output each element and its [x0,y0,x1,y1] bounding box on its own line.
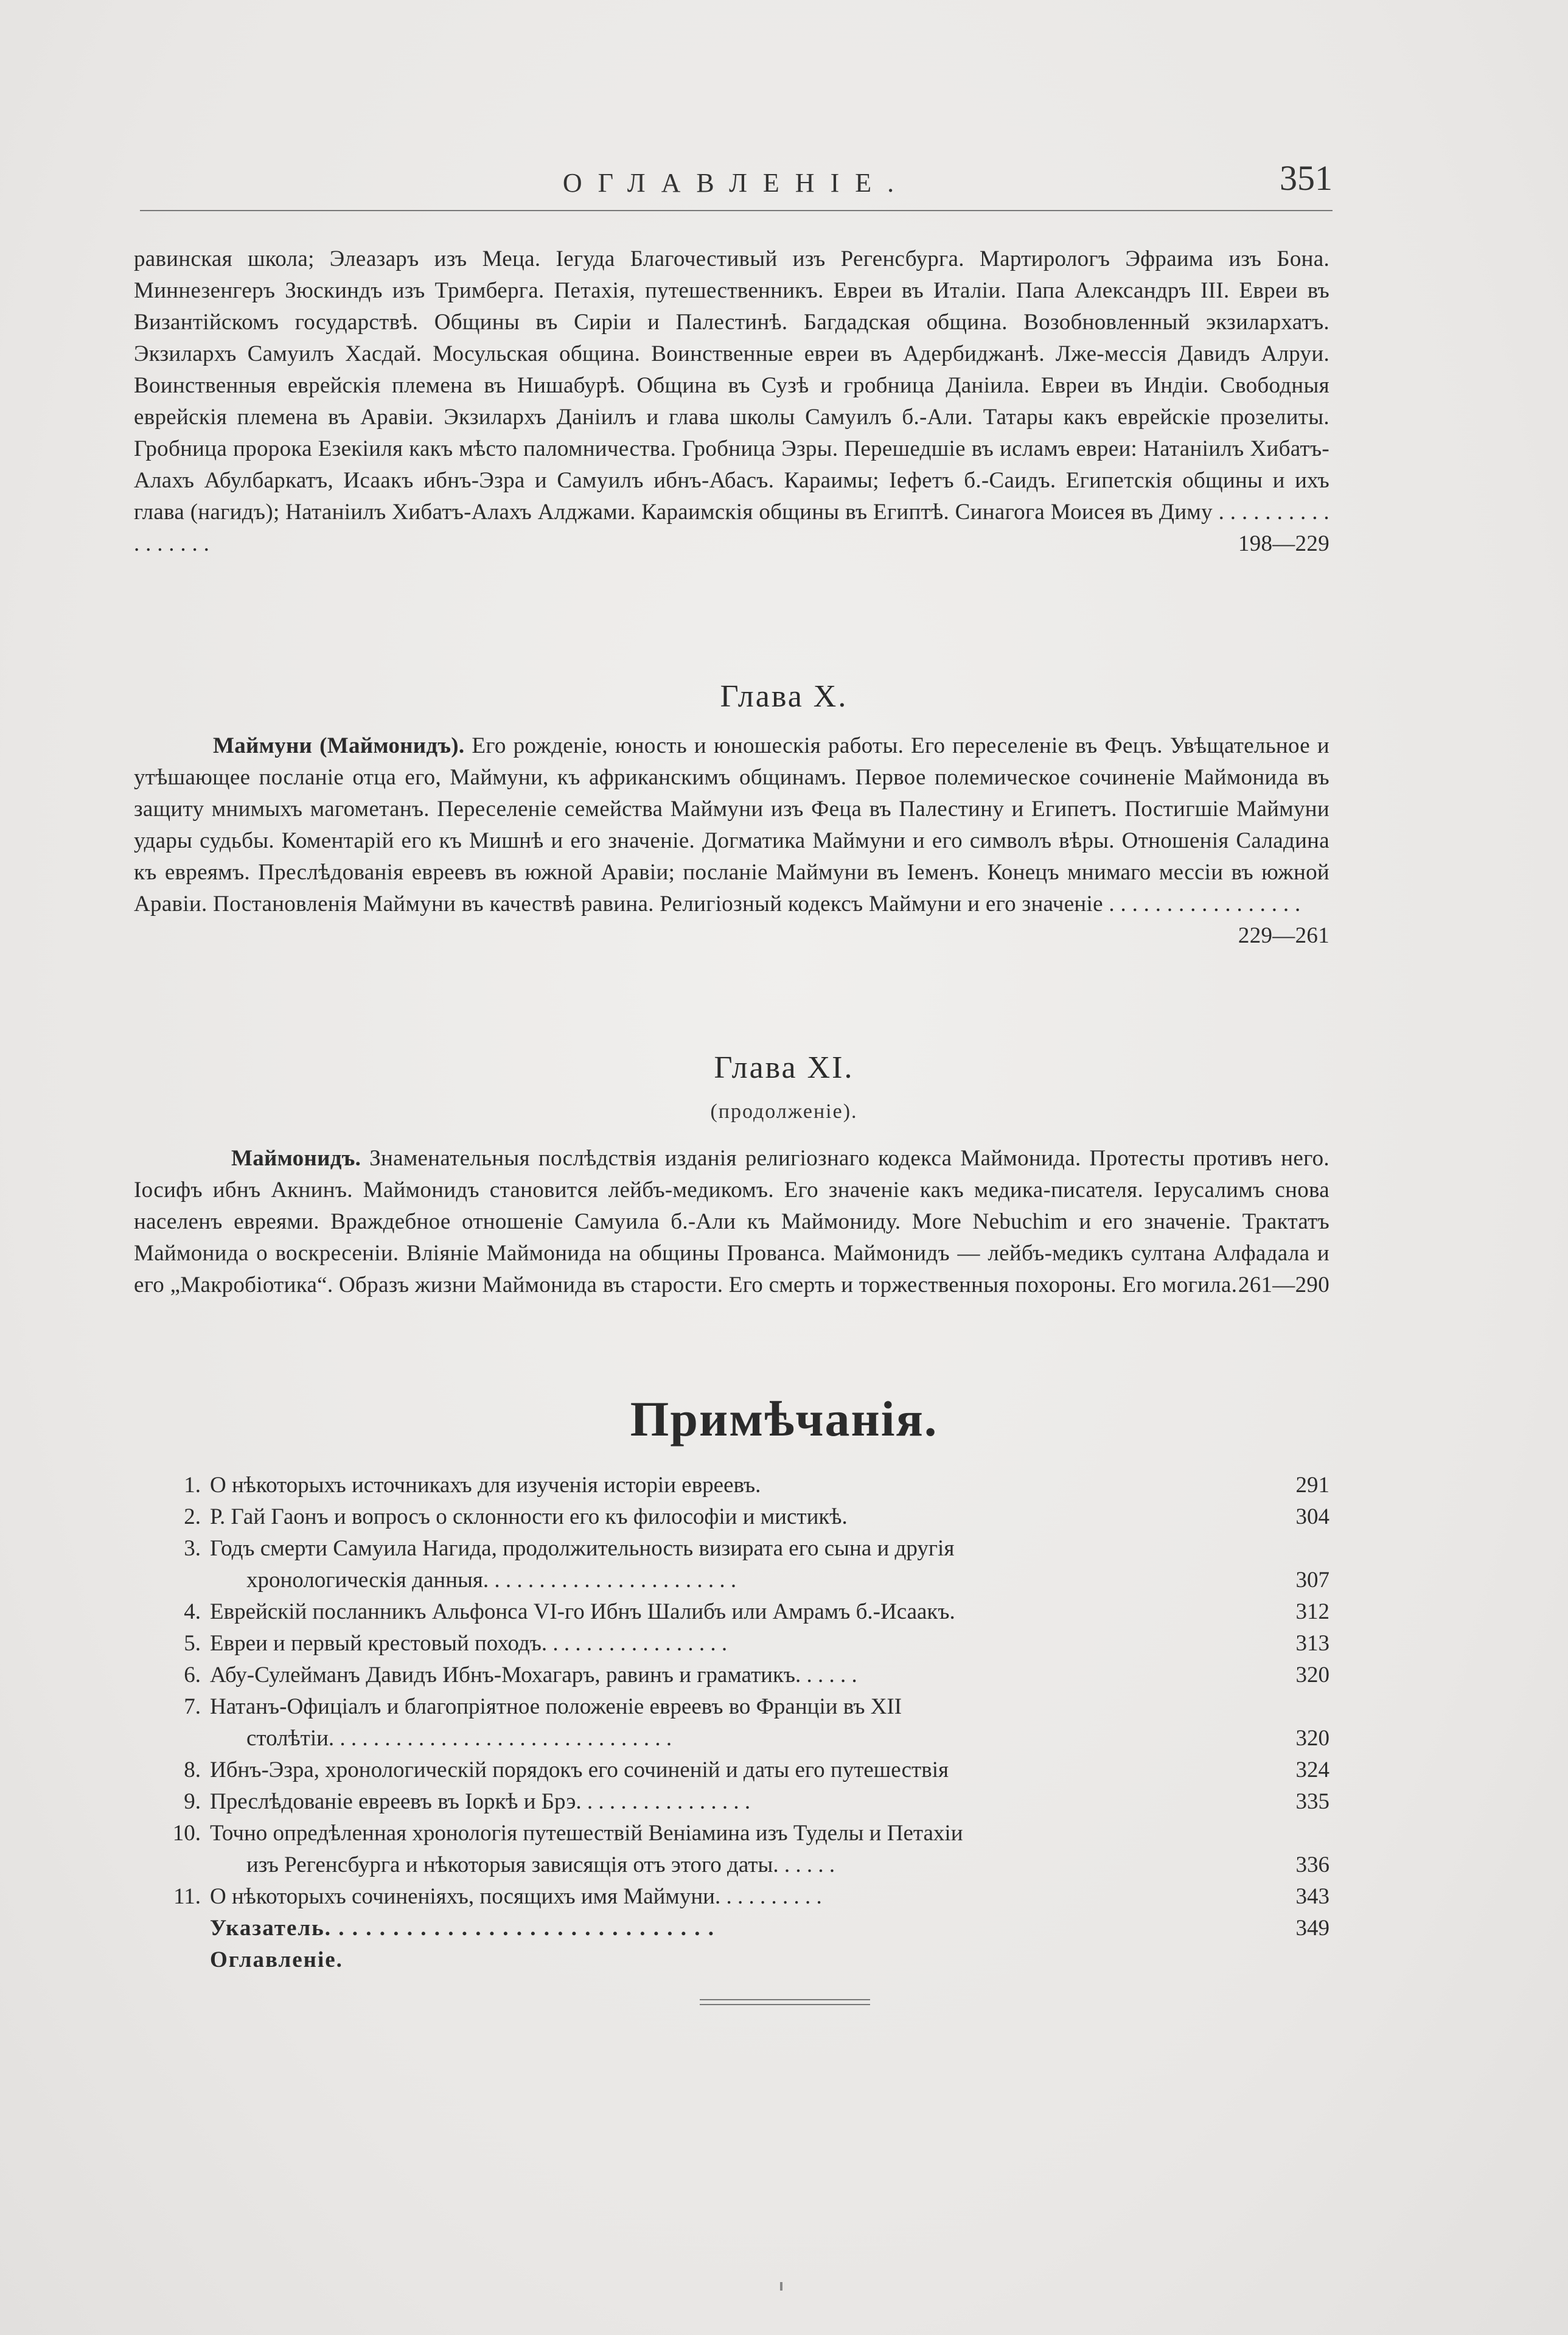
note-continuation: хронологическія данныя. . . . . . . . . . . . . . . . . . . . . . . [246,1568,737,1593]
note-page-number: 320 [1295,1663,1329,1688]
note-item [134,1818,1329,1881]
intro-section [134,243,1329,560]
note-continuation: столѣтіи. . . . . . . . . . . . . . . . . . . . . . . . . . . . . . . [246,1726,672,1751]
note-title: Годъ смерти Самуила Нагида, продолжительность визирата его сына и другія [210,1536,955,1561]
note-item [134,1786,1329,1818]
header-rule [140,210,1333,211]
note-text [210,1913,1250,1944]
note-title: Оглавленіе. [210,1947,343,1972]
intro-text: равинская школа; Элеазаръ изъ Меца. Іегуда Благочестивый изъ Регенсбурга. Мартирологъ Эфраима изъ Бона. Миннезенгеръ Зюскиндъ изъ Тримберга. Петахія, путешественникъ. Евреи въ Италіи. Папа Александръ III. Евреи въ Византійскомъ государствѣ. Общины въ Сиріи и Палестинѣ. Багдадская община. Возобновленный экзилархатъ. Экзилархъ Самуилъ Хасдай. Мосульская община. Воинственные евреи въ Адербиджанѣ. Лже-мессія Давидъ Алруи. Воинственныя еврейскія племена въ Нишабурѣ. Община въ Сузѣ и гробница Даніила. Евреи въ Индіи. Свободныя еврейскія племена въ Аравіи. Экзилархъ Даніилъ и глава школы Самуилъ б.-Али. Татары какъ еврейскіе прозелиты. Гробница пророка Езекіиля какъ мѣсто паломничества. Гробница Эзры. Перешедшіе въ исламъ евреи: Натаніилъ Хибатъ-Алахъ Абулбаркатъ, Исаакъ ибнъ-Эзра и Самуилъ ибнъ-Абасъ. Караимы; Іефетъ б.-Саидъ. Египетскія общины и ихъ глава (нагидъ); Натаніилъ Хибатъ-Алахъ Алджами. Караимскія общины въ Египтѣ. Синагога Моисея въ Диму . . . . . . . . . . . . . . . . . [134,246,1329,556]
end-rule-1 [700,1999,870,2000]
page-number: 351 [1280,158,1333,198]
note-title: Преслѣдованіе евреевъ въ Іоркѣ и Брэ. . . . . . . . . . . . . . . . [210,1789,751,1814]
chapter-11-title [0,1050,1568,1086]
note-text [210,1944,1250,1976]
chapter-10-pages: 229—261 [1238,923,1329,948]
note-title: О нѣкоторыхъ сочиненіяхъ, посящихъ имя Маймуни. . . . . . . . . . [210,1884,822,1909]
note-item [134,1913,1329,1944]
running-title: ОГЛАВЛЕНІЕ. [562,168,910,198]
note-text [210,1596,1250,1628]
note-text [210,1470,1250,1501]
chapter-11-section [134,1143,1329,1301]
note-text [210,1881,1250,1913]
note-number: 9. [184,1789,201,1814]
note-number: 8. [184,1757,201,1782]
note-page-number: 307 [1295,1568,1329,1593]
note-number: 6. [184,1663,201,1688]
chapter-11-pages: 261—290 [1238,1272,1329,1297]
note-text [210,1501,1250,1533]
note-item [134,1660,1329,1691]
note-page-number: 324 [1295,1757,1329,1782]
chapter-10-text: Его рожденіе, юность и юношескія работы. Его переселеніе въ Фецъ. Увѣщательное и утѣшающее посланіе отца его, Маймуни, къ африканскимъ общинамъ. Первое полемическое сочиненіе Маймонида въ защиту мнимыхъ магометанъ. Переселеніе семейства Маймуни изъ Феца въ Палестину и Египетъ. Постигшіе Маймуни удары судьбы. Коментарій его къ Мишнѣ и его значеніе. Догматика Маймуни и его символъ вѣры. Отношенія Саладина къ евреямъ. Преслѣдованія евреевъ въ южной Аравіи; посланіе Маймуни въ Іеменъ. Конецъ мнимаго мессіи въ южной Аравіи. Постановленія Маймуни въ качествѣ равина. Религіозный кодексъ Маймуни и его значеніе . . . . . . . . . . . . . . . . . [134,733,1329,916]
note-title: Еврейскій посланникъ Альфонса VI-го Ибнъ Шалибъ или Амрамъ б.-Исаакъ. [210,1599,955,1624]
note-page-number: 304 [1295,1504,1329,1529]
note-page-number: 335 [1295,1789,1329,1814]
note-item [134,1533,1329,1596]
intro-pages: 198—229 [1238,531,1329,556]
chapter-11-paragraph [134,1143,1329,1301]
note-item [134,1944,1329,1976]
note-text [210,1628,1250,1660]
note-number: 7. [184,1694,201,1719]
chapter-11-title-text: Глава XI. [714,1050,854,1085]
note-title: Евреи и первый крестовый походъ. . . . . . . . . . . . . . . . . [210,1631,728,1656]
note-title: Указатель. . . . . . . . . . . . . . . . . . . . . . . . . . . . . [210,1916,715,1941]
chapter-10-section [134,730,1329,952]
note-page-number: 349 [1295,1916,1329,1941]
chapter-11-text: Знаменательныя послѣдствія изданія религіознаго кодекса Маймонида. Протесты противъ него. Іосифъ ибнъ Акнинъ. Маймонидъ становится лейбъ-медикомъ. Его значеніе какъ медика-писателя. Іерусалимъ снова населенъ евреями. Враждебное отношеніе Самуила б.-Али къ Маймониду. More Nebuchim и его значеніе. Трактатъ Маймонида о воскресеніи. Вліяніе Маймонида на общины Прованса. Маймонидъ — лейбъ-медикъ султана Алфадала и его „Макробіотика“. Образъ жизни Маймонида въ старости. Его смерть и торжественныя похороны. Его могила. [134,1146,1329,1297]
note-item [134,1596,1329,1628]
note-title: Абу-Сулейманъ Давидъ Ибнъ-Мохагаръ, равинъ и граматикъ. . . . . . [210,1663,857,1688]
chapter-11-lead: Маймонидъ. [231,1146,361,1171]
note-title: Точно опредѣленная хронологія путешествій Веніамина изъ Туделы и Петахіи [210,1821,963,1846]
intro-paragraph [134,243,1329,560]
note-title: О нѣкоторыхъ источникахъ для изученія исторіи евреевъ. [210,1473,761,1498]
note-title: Натанъ-Офиціалъ и благопріятное положеніе евреевъ во Франціи въ XII [210,1694,902,1719]
note-number: 3. [184,1536,201,1561]
note-number: 11. [173,1884,201,1909]
note-page-number: 291 [1295,1473,1329,1498]
note-title: Ибнъ-Эзра, хронологическій порядокъ его сочиненій и даты его путешествія [210,1757,949,1782]
bottom-mark [780,2282,782,2291]
note-text [210,1660,1250,1691]
page-header [140,155,1333,204]
chapter-10-paragraph [134,730,1329,948]
note-number: 1. [184,1473,201,1498]
note-number: 4. [184,1599,201,1624]
note-text [210,1691,1250,1754]
note-page-number: 313 [1295,1631,1329,1656]
note-page-number: 336 [1295,1852,1329,1877]
note-text [210,1533,1250,1596]
note-item [134,1501,1329,1533]
chapter-10-lead: Маймуни (Маймонидъ). [213,733,465,758]
note-item [134,1881,1329,1913]
note-number: 5. [184,1631,201,1656]
note-text [210,1818,1250,1881]
end-rule-2 [700,2004,870,2005]
note-continuation: изъ Регенсбурга и нѣкоторыя зависящія отъ этого даты. . . . . . [246,1852,835,1877]
chapter-11-subtitle: (продолженіе). [710,1100,858,1123]
note-text [210,1786,1250,1818]
note-number: 10. [172,1821,201,1846]
notes-title: Примѣчанія. [630,1391,938,1447]
note-page-number: 343 [1295,1884,1329,1909]
note-item [134,1628,1329,1660]
note-item [134,1754,1329,1786]
note-item [134,1691,1329,1754]
note-item [134,1470,1329,1501]
chapter-10-title-text: Глава X. [720,679,848,714]
notes-list [134,1470,1329,1976]
note-number: 2. [184,1504,201,1529]
note-title: Р. Гай Гаонъ и вопросъ о склонности его къ философіи и мистикѣ. [210,1504,848,1529]
note-page-number: 312 [1295,1599,1329,1624]
note-text [210,1754,1250,1786]
note-page-number: 320 [1295,1726,1329,1751]
chapter-10-title [0,679,1568,714]
